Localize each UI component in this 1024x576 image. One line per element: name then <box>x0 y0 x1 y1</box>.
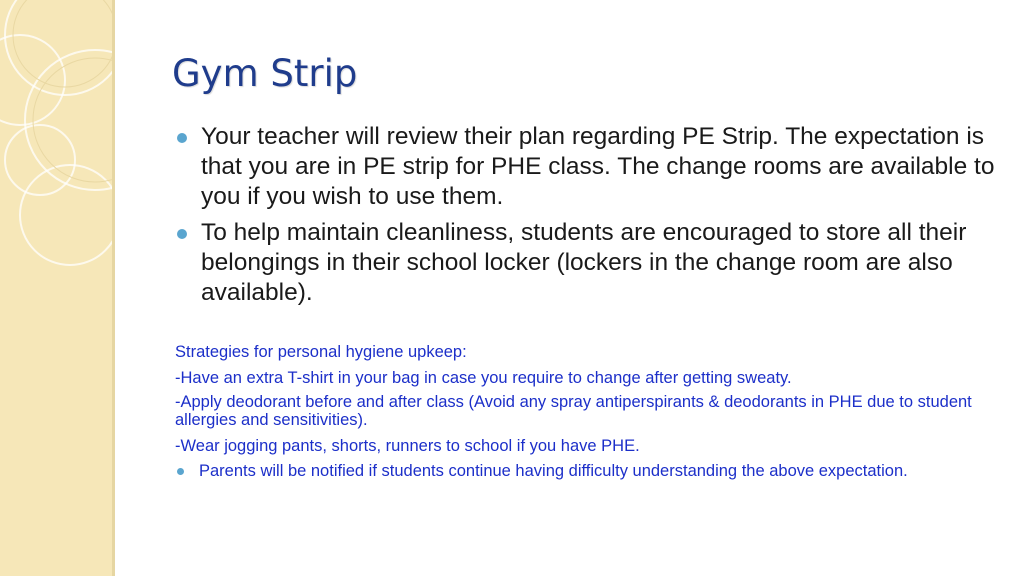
circle-pattern-graphic <box>0 0 112 576</box>
strategy-line: -Apply deodorant before and after class (Avoid any spray antiperspirants & deodorants in PHE due to student allergies and sensitivities). <box>175 393 972 429</box>
slide-title: Gym Strip <box>172 52 358 95</box>
bullet-dot-icon <box>177 468 184 475</box>
parent-note <box>175 461 1005 481</box>
hygiene-strategies <box>175 342 1005 481</box>
bullet-text: To help maintain cleanliness, students are encouraged to store all their belongings in their school locker (lockers in the change room are also available). <box>201 219 967 306</box>
strategies-heading: Strategies for personal hygiene upkeep: <box>175 343 467 361</box>
parent-note-text: Parents will be notified if students continue having difficulty understanding the above expectation. <box>199 462 908 480</box>
bullet-item <box>176 218 1006 308</box>
main-bullet-list <box>176 122 1006 314</box>
bullet-dot-icon <box>177 133 187 143</box>
bullet-dot-icon <box>177 229 187 239</box>
sidebar-divider <box>112 0 115 576</box>
bullet-text: Your teacher will review their plan regarding PE Strip. The expectation is that you are in PE strip for PHE class. The change rooms are available to you if you wish to use them. <box>201 123 995 210</box>
strategy-line: -Wear jogging pants, shorts, runners to school if you have PHE. <box>175 437 640 455</box>
strategy-line: -Have an extra T-shirt in your bag in case you require to change after getting sweaty. <box>175 369 792 387</box>
decorative-sidebar <box>0 0 112 576</box>
bullet-item <box>176 122 1006 212</box>
